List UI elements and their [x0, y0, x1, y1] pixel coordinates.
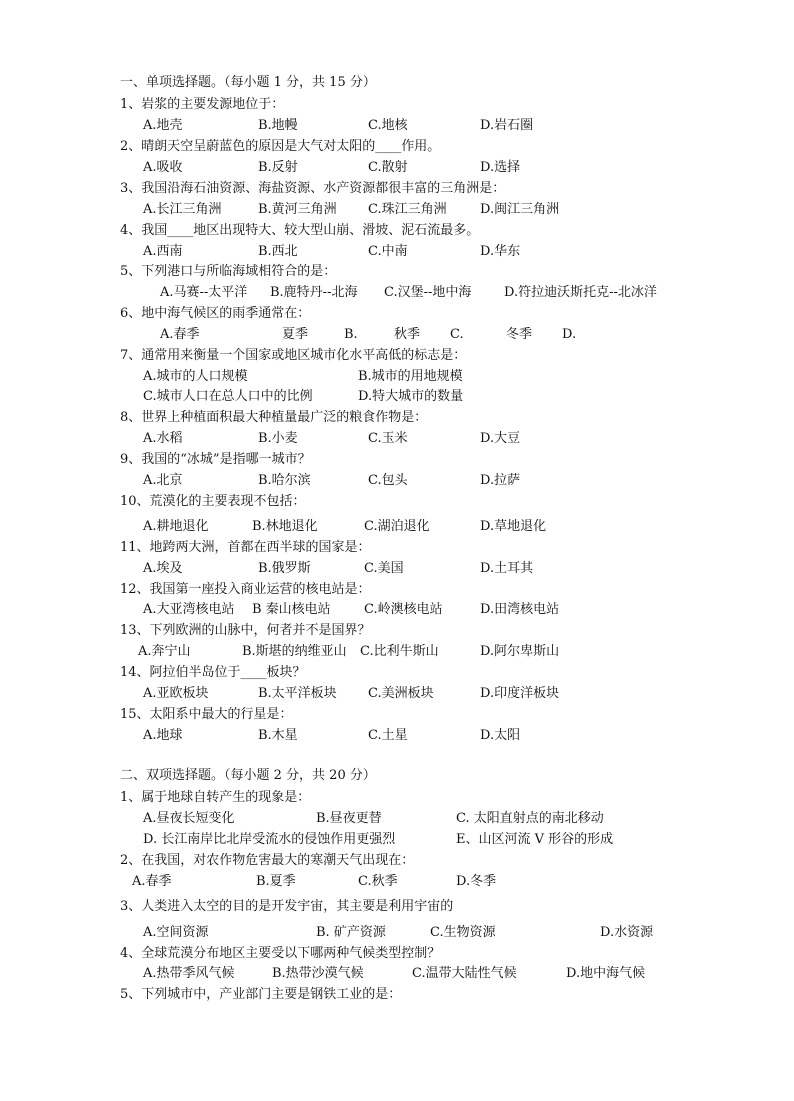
option: D. 长江南岸比北岸受流水的侵蚀作用更强烈	[143, 832, 396, 847]
option: B.木星	[258, 728, 298, 743]
option: D.华东	[480, 244, 521, 259]
option: B.夏季	[256, 874, 296, 889]
option: A.昼夜长短变化	[143, 811, 235, 826]
option: A.埃及	[143, 561, 183, 576]
option: A.地壳	[143, 118, 183, 133]
option: C.湖泊退化	[364, 519, 430, 534]
option: D.闽江三角洲	[480, 202, 560, 217]
option: C.玉米	[368, 431, 408, 446]
option: C.包头	[368, 473, 408, 488]
option: B.西北	[258, 244, 298, 259]
option: C.地核	[368, 118, 408, 133]
option: B. 矿产资源	[316, 925, 386, 940]
option: D.	[562, 327, 577, 342]
option: A.吸收	[143, 160, 183, 175]
option: D.特大城市的数量	[358, 389, 464, 404]
question-stem: 9、我国的“冰城”是指哪一城市？	[120, 452, 311, 467]
question-stem: 2、在我国，对农作物危害最大的寒潮天气出现在：	[120, 853, 415, 868]
option: A.亚欧板块	[143, 686, 209, 701]
option: D.岩石圈	[480, 118, 534, 133]
question-stem: 4、全球荒漠分布地区主要受以下哪两种气候类型控制？	[120, 946, 441, 961]
option: D.拉萨	[480, 473, 521, 488]
question-stem: 15、太阳系中最大的行星是：	[120, 707, 293, 722]
question-stem: 13、下列欧洲的山脉中，何者并不是国界？	[120, 623, 371, 638]
option: C.汉堡--地中海	[384, 285, 472, 300]
option: C.岭澳核电站	[364, 602, 443, 617]
question-stem: 10、荒漠化的主要表现不包括：	[120, 494, 306, 509]
option: C.散射	[368, 160, 408, 175]
option: D.水资源	[600, 925, 654, 940]
option: C.美国	[364, 561, 404, 576]
option: E、山区河流 V 形谷的形成	[456, 832, 614, 847]
option: B.鹿特丹--北海	[270, 285, 358, 300]
option: B.俄罗斯	[258, 561, 311, 576]
option: A.西南	[143, 244, 183, 259]
option: A.热带季风气候	[143, 966, 235, 981]
option: C.温带大陆性气候	[412, 966, 517, 981]
option: B.地幔	[258, 118, 298, 133]
option: C.中南	[368, 244, 408, 259]
question-stem: 5、下列城市中，产业部门主要是钢铁工业的是：	[120, 987, 402, 1002]
option: B.黄河三角洲	[258, 202, 337, 217]
option: C.珠江三角洲	[368, 202, 447, 217]
option: 冬季	[506, 327, 533, 342]
question-stem: 11、地跨两大洲，首都在西半球的国家是：	[120, 540, 371, 555]
option: A.大亚湾核电站	[143, 602, 235, 617]
option: A.春季	[160, 327, 200, 342]
question-stem: 1、属于地球自转产生的现象是：	[120, 790, 311, 805]
option: C.美洲板块	[368, 686, 434, 701]
option: B.太平洋板块	[258, 686, 337, 701]
option: B.昼夜更替	[316, 811, 382, 826]
option: C.比利牛斯山	[360, 644, 439, 659]
option: A.空间资源	[143, 925, 209, 940]
option: C.生物资源	[430, 925, 496, 940]
question-stem: 3、我国沿海石油资源、海盐资源、水产资源都很丰富的三角洲是：	[120, 181, 506, 196]
option: A.城市的人口规模	[143, 369, 248, 384]
question-stem: 1、岩浆的主要发源地位于：	[120, 97, 285, 112]
option: B.反射	[258, 160, 298, 175]
option: A.长江三角洲	[143, 202, 222, 217]
option: C.秋季	[358, 874, 398, 889]
option: D.大豆	[480, 431, 521, 446]
option: A.地球	[143, 728, 183, 743]
question-stem: 8、世界上种植面积最大种植量最广泛的粮食作物是：	[120, 410, 428, 425]
option: 夏季	[282, 327, 309, 342]
option: A.耕地退化	[143, 519, 209, 534]
option: B.斯堪的纳维亚山	[242, 644, 347, 659]
option: B.林地退化	[252, 519, 318, 534]
question-stem: 6、地中海气候区的雨季通常在：	[120, 306, 311, 321]
option: D.太阳	[480, 728, 521, 743]
option: C.城市人口在总人口中的比例	[143, 389, 313, 404]
option: D.地中海气候	[566, 966, 646, 981]
option: D.印度洋板块	[480, 686, 560, 701]
option: A.马赛--太平洋	[160, 285, 248, 300]
question-stem: 2、晴朗天空呈蔚蓝色的原因是大气对太阳的____作用。	[120, 139, 441, 154]
option: C. 太阳直射点的南北移动	[456, 811, 604, 826]
option: D.阿尔卑斯山	[480, 644, 560, 659]
option: A.北京	[143, 473, 183, 488]
option: A.春季	[132, 874, 172, 889]
option: D.冬季	[456, 874, 497, 889]
option: B.小麦	[258, 431, 298, 446]
option: A.奔宁山	[138, 644, 191, 659]
option: B.	[344, 327, 358, 342]
option: 秋季	[394, 327, 421, 342]
question-stem: 3、人类进入太空的目的是开发宇宙，其主要是利用宇宙的	[120, 899, 454, 914]
section-title: 一、单项选择题。（每小题 1 分，共 15 分）	[120, 75, 376, 90]
question-stem: 12、我国第一座投入商业运营的核电站是：	[120, 582, 371, 597]
option: D.田湾核电站	[480, 602, 560, 617]
question-stem: 7、通常用来衡量一个国家或地区城市化水平高低的标志是：	[120, 348, 467, 363]
option: B.哈尔滨	[258, 473, 311, 488]
option: A.水稻	[143, 431, 183, 446]
option: D.选择	[480, 160, 521, 175]
option: B.热带沙漠气候	[272, 966, 364, 981]
section-title: 二、双项选择题。（每小题 2 分，共 20 分）	[120, 768, 376, 783]
option: D.土耳其	[480, 561, 534, 576]
option: B.城市的用地规模	[358, 369, 463, 384]
option: C.	[450, 327, 464, 342]
option: D.草地退化	[480, 519, 547, 534]
question-stem: 4、我国____地区出现特大、较大型山崩、滑坡、泥石流最多。	[120, 223, 480, 238]
option: D.符拉迪沃斯托克--北冰洋	[504, 285, 657, 300]
question-stem: 14、阿拉伯半岛位于____板块？	[120, 665, 306, 680]
question-stem: 5、下列港口与所临海域相符合的是：	[120, 264, 337, 279]
option: C.土星	[368, 728, 408, 743]
option: B 秦山核电站	[252, 602, 331, 617]
